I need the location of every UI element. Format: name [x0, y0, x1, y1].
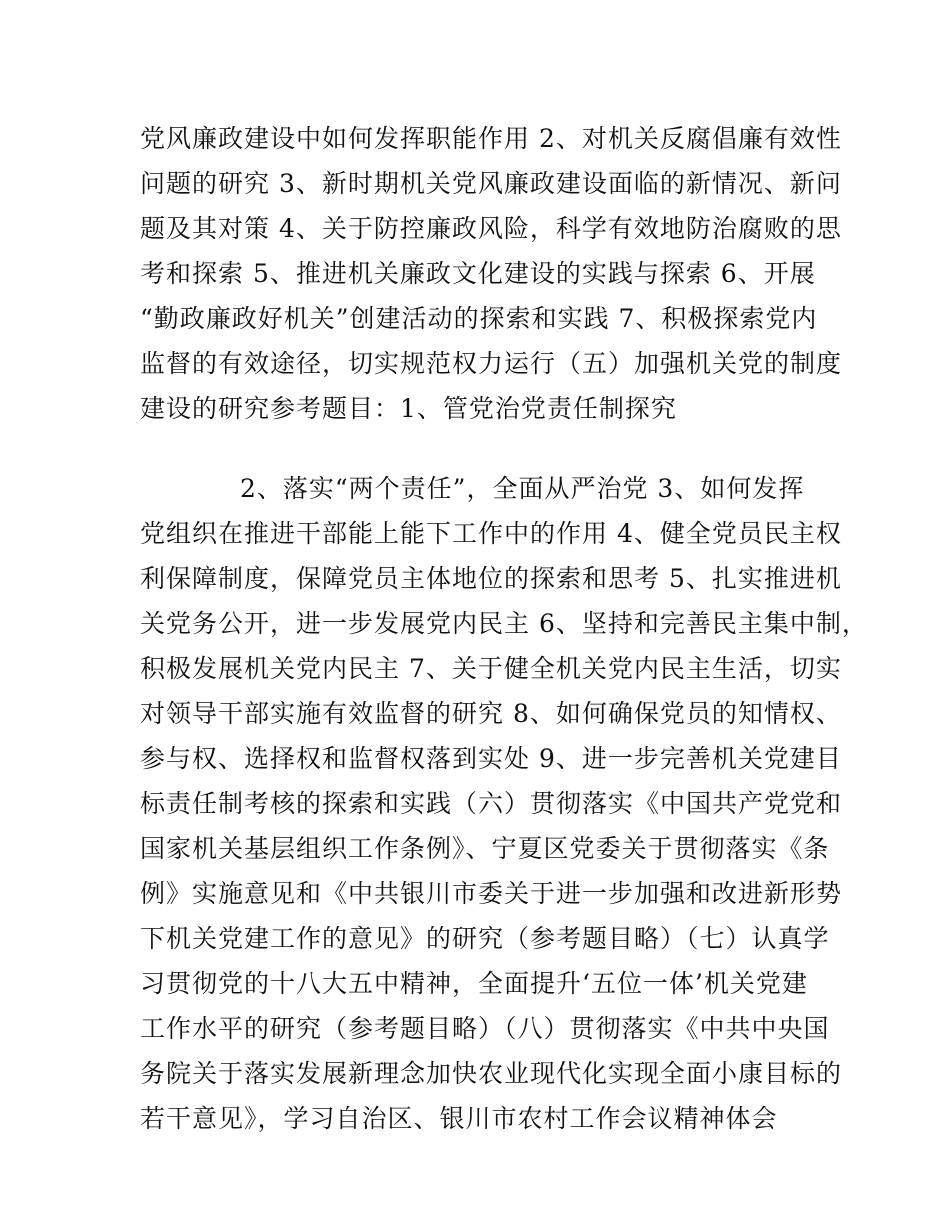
text-line: 国家机关基层组织工作条例》、宁夏区党委关于贯彻落实《条 [140, 834, 830, 863]
text-line: 监督的有效途径，切实规范权力运行（五）加强机关党的制度 [140, 349, 843, 378]
text-line: 党风廉政建设中如何发挥职能作用 2、对机关反腐倡廉有效性 [140, 124, 842, 153]
text-line: 例》实施意见和《中共银川市委关于进一步加强和改进新形势 [140, 879, 843, 908]
text-line: 积极发展机关党内民主 7、关于健全机关党内民主生活，切实 [140, 654, 842, 683]
text-line: 下机关党建工作的意见》的研究（参考题目略）（七）认真学 [140, 924, 830, 953]
text-line: 对领导干部实施有效监督的研究 8、如何确保党员的知情权、 [140, 699, 842, 728]
text-line: 问题的研究 3、新时期机关党风廉政建设面临的新情况、新问 [140, 169, 842, 198]
text-line: 参与权、选择权和监督权落到实处 9、进一步完善机关党建目 [140, 744, 842, 773]
text-line: 建设的研究参考题目：1、管党治党责任制探究 [140, 394, 677, 423]
text-line: 习贯彻党的十八大五中精神，全面提升‘五位一体’机关党建 [140, 969, 808, 998]
text-line: 标责任制考核的探索和实践（六）贯彻落实《中国共产党党和 [140, 789, 843, 818]
text-line: “勤政廉政好机关”创建活动的探索和实践 7、积极探索党内 [140, 304, 818, 333]
paragraph-1 [140, 116, 843, 431]
text-line: 利保障制度，保障党员主体地位的探索和思考 5、扎实推进机 [140, 564, 842, 593]
text-line: 工作水平的研究（参考题目略）（八）贯彻落实《中共中央国 [140, 1014, 830, 1043]
text-line: 党组织在推进干部能上能下工作中的作用 4、健全党员民主权 [140, 519, 842, 548]
text-line: 考和探索 5、推进机关廉政文化建设的实践与探索 6、开展 [140, 259, 816, 288]
text-line: 关党务公开，进一步发展党内民主 6、坚持和完善民主集中制， [140, 609, 868, 638]
text-line: 务院关于落实发展新理念加快农业现代化实现全面小康目标的 [140, 1059, 843, 1088]
text-line: 题及其对策 4、关于防控廉政风险，科学有效地防治腐败的思 [140, 214, 842, 243]
text-line: 若干意见》，学习自治区、银川市农村工作会议精神体会 [140, 1104, 778, 1133]
paragraph-2 [140, 466, 868, 1141]
text-line-indented: 2、落实“两个责任”，全面从严治党 3、如何发挥 [240, 474, 805, 503]
